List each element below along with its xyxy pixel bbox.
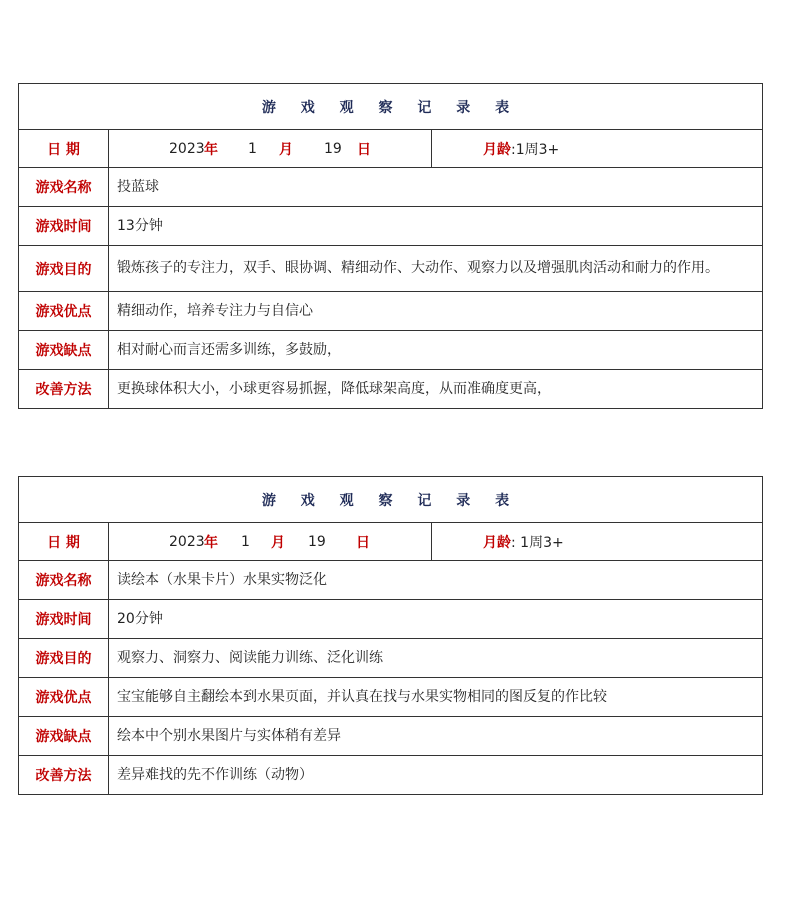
date-day-unit: 日	[356, 534, 370, 551]
row-value-game-pros: 宝宝能够自主翻绘本到水果页面，并认真在找与水果实物相同的图反复的作比较	[109, 678, 763, 717]
row-value-game-time: 20分钟	[109, 600, 763, 639]
date-value	[109, 130, 432, 168]
row-label-improvement: 改善方法	[19, 756, 109, 795]
row-label-game-time: 游戏时间	[19, 207, 109, 246]
row-value-game-cons: 相对耐心而言还需多训练，多鼓励，	[109, 331, 763, 370]
row-value-game-purpose: 锻炼孩子的专注力，双手、眼协调、精细动作、大动作、观察力以及增强肌肉活动和耐力的作用。	[109, 246, 763, 292]
date-day-unit: 日	[357, 141, 371, 158]
age-value	[432, 130, 763, 168]
date-year-unit: 年	[204, 534, 218, 551]
row-value-improvement: 更换球体积大小，小球更容易抓握，降低球架高度，从而准确度更高，	[109, 370, 763, 409]
date-month-unit: 月	[271, 534, 285, 551]
row-label-game-pros: 游戏优点	[19, 678, 109, 717]
row-label-game-purpose: 游戏目的	[19, 246, 109, 292]
age-label: 月龄	[483, 141, 511, 158]
age-value	[432, 523, 763, 561]
row-value-game-pros: 精细动作，培养专注力与自信心	[109, 292, 763, 331]
row-label-game-name: 游戏名称	[19, 168, 109, 207]
table-title: 游 戏 观 察 记 录 表	[19, 477, 763, 523]
row-label-game-name: 游戏名称	[19, 561, 109, 600]
age-number: : 1周3+	[511, 534, 564, 551]
row-value-improvement: 差异难找的先不作训练（动物）	[109, 756, 763, 795]
date-day: 19	[308, 533, 326, 550]
row-value-game-time: 13分钟	[109, 207, 763, 246]
date-month: 1	[248, 140, 257, 157]
row-label-game-cons: 游戏缺点	[19, 717, 109, 756]
row-label-game-cons: 游戏缺点	[19, 331, 109, 370]
row-value-game-name: 读绘本（水果卡片）水果实物泛化	[109, 561, 763, 600]
date-year-unit: 年	[204, 141, 218, 158]
table-title: 游 戏 观 察 记 录 表	[19, 84, 763, 130]
date-label: 日 期	[19, 523, 109, 561]
date-month: 1	[241, 533, 250, 550]
date-label: 日 期	[19, 130, 109, 168]
row-label-game-time: 游戏时间	[19, 600, 109, 639]
observation-table-1	[18, 83, 763, 409]
date-year: 2023	[169, 533, 205, 550]
row-value-game-cons: 绘本中个别水果图片与实体稍有差异	[109, 717, 763, 756]
age-number: :1周3+	[511, 141, 560, 158]
row-label-improvement: 改善方法	[19, 370, 109, 409]
observation-table-2	[18, 476, 763, 795]
date-value	[109, 523, 432, 561]
date-year: 2023	[169, 140, 205, 157]
age-label: 月龄	[483, 534, 511, 551]
row-value-game-purpose: 观察力、洞察力、阅读能力训练、泛化训练	[109, 639, 763, 678]
date-day: 19	[324, 140, 342, 157]
date-month-unit: 月	[279, 141, 293, 158]
row-label-game-purpose: 游戏目的	[19, 639, 109, 678]
row-value-game-name: 投蓝球	[109, 168, 763, 207]
row-label-game-pros: 游戏优点	[19, 292, 109, 331]
